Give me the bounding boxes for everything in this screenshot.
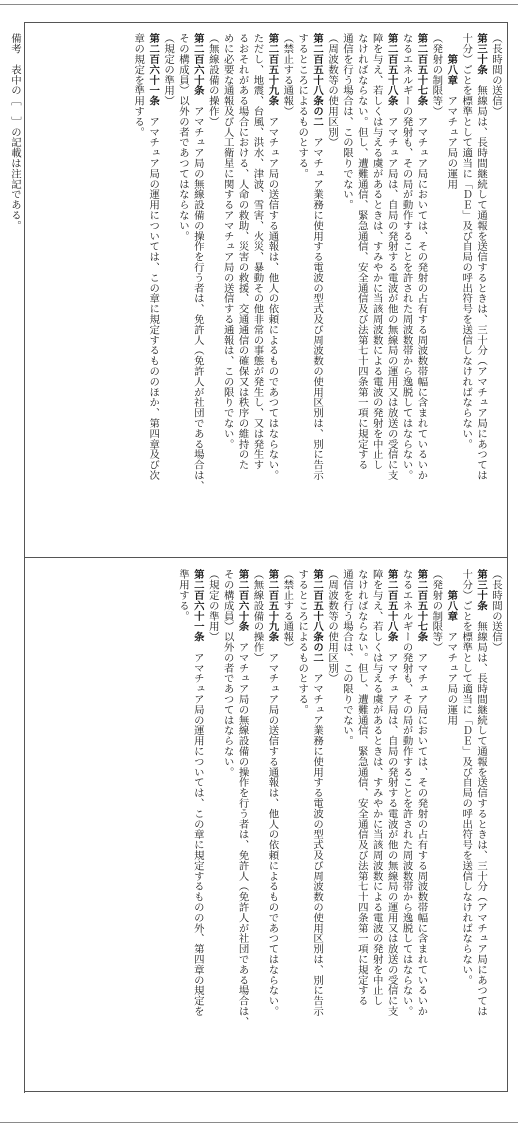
text-line <box>369 33 384 491</box>
text-line <box>428 33 443 491</box>
article-text: （長時間の送信） <box>490 569 502 653</box>
text-line <box>354 569 369 1027</box>
text-line <box>235 569 250 1027</box>
note-text: 備考 表中の［ ］の記載は注記である。 <box>9 33 21 231</box>
text-line <box>399 569 414 1027</box>
text-line <box>339 33 354 491</box>
article-text: なければならない。但し、遭難通信、緊急通信、安全通信及び法第七十四条第一項に規定する <box>355 33 368 470</box>
article-text: 十分）ごとを標準として適当に「ＤＥ」及び自局の呼出符号を送信しなければならない。 <box>460 569 473 985</box>
text-line <box>339 569 354 1027</box>
article-text: （周波数等の使用区別） <box>326 569 339 684</box>
text-line <box>175 569 190 1027</box>
article-heading: 第八章 <box>445 33 458 85</box>
text-line <box>428 569 443 1027</box>
article-text: （無線設備の操作） <box>206 33 219 127</box>
text-line <box>130 33 145 491</box>
article-text: するところによるものとする。 <box>296 569 309 715</box>
text-line <box>309 569 324 1027</box>
article-heading: 第二百五十七条 <box>415 569 428 642</box>
text-line <box>414 33 429 491</box>
text-line <box>220 569 235 1027</box>
article-text: アマチュア局は、自局の発射する電波が他の無線局の運用又は放送の受信に支 <box>385 105 398 481</box>
article-text: （長時間の送信） <box>490 33 502 117</box>
text-line <box>458 33 473 491</box>
text-line <box>458 569 473 1027</box>
article-text: アマチュア局の無線設備の操作を行う者は、免許人（免許人が社団である場合は、 <box>236 631 249 1027</box>
text-line <box>175 33 190 491</box>
article-text: 無線局は、長時間継続して通報を送信するときは、三十分（アマチュア局にあつては <box>475 610 488 1017</box>
article-text: 障を与え、若しくは与える虞があるときは、すみやかに当該周波数による電波の発射を中止し <box>370 33 383 470</box>
text-line <box>473 33 488 491</box>
article-text: なるエネルギーの発射も、その局が動作することを許された周波数帯から逸脱してはならない。 <box>400 33 413 481</box>
text-line <box>473 569 488 1027</box>
text-line <box>160 33 175 491</box>
article-text: アマチュア局の無線設備の操作を行う者は、免許人（免許人が社団である場合は、 <box>191 95 204 491</box>
article-text: アマチュア業務に使用する電波の型式及び周波数の使用区別は、別に告示 <box>311 126 324 481</box>
text-line <box>354 33 369 491</box>
article-text: なければならない。但し、遭難通信、緊急通信、安全通信及び法第七十四条第一項に規定する <box>355 569 368 1006</box>
article-text: アマチュア局の送信する通報は、他人の依頼によるものであつてはならない。 <box>266 641 279 1017</box>
note-column <box>3 23 25 1093</box>
article-heading: 第三十条 <box>475 569 488 611</box>
article-text: （規定の準用） <box>206 569 219 642</box>
text-line <box>205 569 220 1027</box>
article-text: その構成員）以外の者であつてはならない。 <box>176 33 189 241</box>
text-line <box>369 569 384 1027</box>
article-text: 無線局は、長時間継続して通報を送信するときは、三十分（アマチュア局にあつては <box>475 74 488 481</box>
article-heading: 第二百五十八条の二 <box>311 33 324 127</box>
old-provision-column <box>25 557 507 1093</box>
article-text: 通信を行う場合は、この限りでない。 <box>340 569 353 746</box>
article-heading: 第二百五十九条 <box>266 33 279 106</box>
text-line <box>384 569 399 1027</box>
article-text: アマチュア局の送信する通報は、他人の依頼によるものであつてはならない。 <box>266 105 279 481</box>
article-text: アマチュア局の運用 <box>445 621 458 725</box>
article-heading: 第二百五十八条の二 <box>311 569 324 663</box>
article-text: （禁止する通報） <box>281 33 294 117</box>
text-line <box>384 33 399 491</box>
article-text: 準用する。 <box>176 569 189 621</box>
text-line <box>190 569 205 1027</box>
old-provision-text <box>175 569 503 1027</box>
article-text: めに必要な通報及び人工衛星に関するアマチュア局の送信する通報は、この限りでない。 <box>221 33 234 449</box>
article-text: （禁止する通報） <box>281 569 294 653</box>
article-heading: 第二百六十一条 <box>191 569 204 642</box>
text-line <box>205 33 220 491</box>
article-heading: 第二百五十八条 <box>385 33 398 106</box>
article-text: （規定の準用） <box>162 33 175 106</box>
article-text: なるエネルギーの発射も、その局が動作することを許された周波数帯から逸脱してはならない。 <box>400 569 413 1017</box>
article-text: 十分）ごとを標準として適当に「ＤＥ」及び自局の呼出符号を送信しなければならない。 <box>460 33 473 449</box>
text-line <box>220 33 235 491</box>
article-text: （周波数等の使用区別） <box>326 33 339 148</box>
text-line <box>250 569 265 1027</box>
article-text: （発射の制限等） <box>430 569 443 653</box>
article-text: （発射の制限等） <box>430 33 443 117</box>
text-line <box>443 569 458 1027</box>
comparison-table <box>9 22 508 1092</box>
article-heading: 第二百五十九条 <box>266 569 279 642</box>
article-text: するところによるものとする。 <box>296 33 309 179</box>
text-line <box>414 569 429 1027</box>
article-text: るおそれがある場合における、人命の救助、災害の救援、交通通信の確保又は秩序の維持のた <box>236 33 249 470</box>
new-provision-column <box>25 23 507 557</box>
article-heading: 第二百六十一条 <box>147 33 160 106</box>
text-line <box>265 33 280 491</box>
text-line <box>279 33 294 491</box>
text-line <box>399 33 414 491</box>
text-line <box>324 33 339 491</box>
article-text: その構成員）以外の者であつてはならない。 <box>221 569 234 777</box>
article-text: 章の規定を準用する。 <box>132 33 145 137</box>
top-rule <box>0 4 518 5</box>
text-line <box>250 33 265 491</box>
article-text: アマチュア局の運用については、この章に規定するものの外、第四章の規定を <box>191 641 204 1017</box>
text-line <box>309 33 324 491</box>
article-heading: 第二百六十条 <box>236 569 249 632</box>
text-line <box>294 569 309 1027</box>
text-line <box>443 33 458 491</box>
article-text: アマチュア業務に使用する電波の型式及び周波数の使用区別は、別に告示 <box>311 662 324 1017</box>
article-heading: 第八章 <box>445 569 458 621</box>
text-line <box>294 33 309 491</box>
article-text: ただし、地震、台風、洪水、津波、雪害、火災、暴動その他非常の事態が発生し、又は発生す <box>251 33 264 470</box>
article-text: アマチュア局においては、その発射の占有する周波数帯幅に含まれているいか <box>415 105 428 481</box>
article-text: アマチュア局においては、その発射の占有する周波数帯幅に含まれているいか <box>415 641 428 1017</box>
new-provision-text <box>130 33 503 491</box>
text-line <box>145 33 160 491</box>
text-line <box>488 569 503 1027</box>
article-text: 障を与え、若しくは与える虞があるときは、すみやかに当該周波数による電波の発射を中止し <box>370 569 383 1006</box>
article-text: 通信を行う場合は、この限りでない。 <box>340 33 353 210</box>
article-heading: 第二百五十七条 <box>415 33 428 106</box>
article-heading: 第二百六十条 <box>191 33 204 96</box>
text-line <box>488 33 503 491</box>
article-text: （無線設備の操作） <box>251 569 264 663</box>
article-heading: 第三十条 <box>475 33 488 75</box>
bottom-rule <box>0 1122 518 1123</box>
text-line <box>235 33 250 491</box>
article-text: アマチュア局の運用については、この章に規定するもののほか、第四章及び次 <box>147 105 160 481</box>
text-line <box>265 569 280 1027</box>
article-text: アマチュア局は、自局の発射する電波が他の無線局の運用又は放送の受信に支 <box>385 641 398 1017</box>
text-line <box>190 33 205 491</box>
article-heading: 第二百五十八条 <box>385 569 398 642</box>
article-text: アマチュア局の運用 <box>445 85 458 189</box>
text-line <box>279 569 294 1027</box>
text-line <box>324 569 339 1027</box>
